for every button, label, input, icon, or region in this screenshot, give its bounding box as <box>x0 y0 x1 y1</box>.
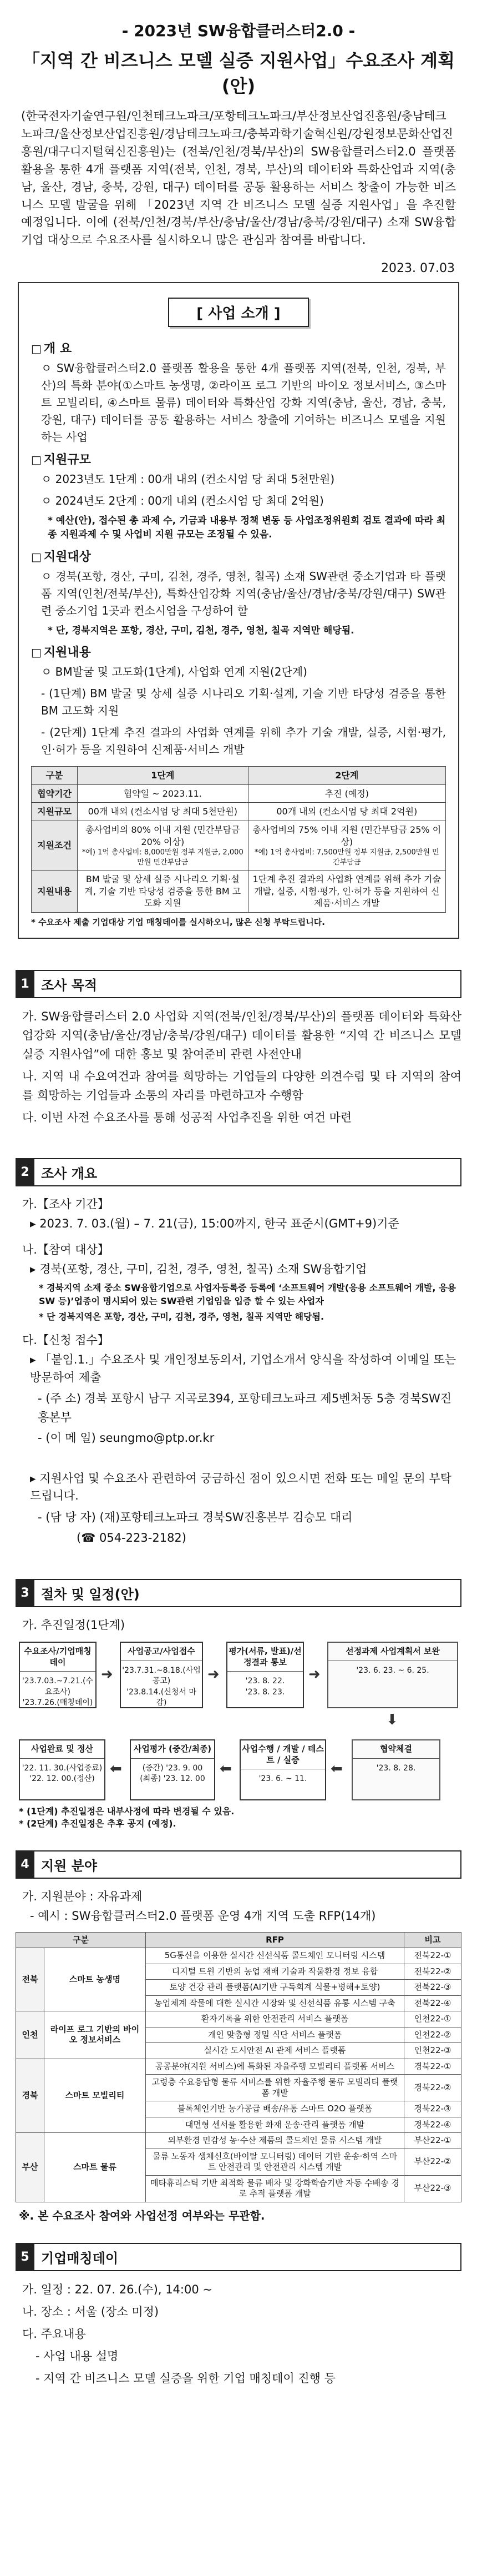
table-footnote: * 수요조사 제출 기업대상 기업 매칭데이를 실시하오니, 많은 신청 부탁드립니다. <box>31 917 325 928</box>
stage1-condition-example: *예) 1억 총사업비: 8,000만원 정부 지원금, 2,000만원 민간부담금 <box>82 848 243 867</box>
rfp-cell: 환자기록을 위한 안전관리 서비스 플랫폼 <box>146 2011 404 2027</box>
doc-title: 「지역 간 비즈니스 모델 실증 지원사업」수요조사 계획(안) <box>22 50 455 97</box>
rfp-cell: 외부환경 민감성 농·수산 제품의 콜드체인 물류 시스템 개발 <box>146 2133 404 2149</box>
section-title: 기업매칭데이 <box>34 2243 461 2271</box>
rfp-id-cell: 경북22-① <box>404 2059 461 2075</box>
flow-step-date: '23.7.03.~7.21.(수요조사) '23.7.26.(매칭데이) <box>22 1677 94 1708</box>
scale-heading <box>31 450 446 467</box>
section-2-header <box>16 1158 461 1186</box>
stage-table-header: 구분 <box>32 767 78 785</box>
flow-step-title: 평가(서류, 발표)/선정결과 통보 <box>227 1643 303 1672</box>
table-row <box>16 1948 461 1964</box>
business-intro-box <box>18 282 459 939</box>
rfp-cell: 농업체계 작물에 대한 실시간 시장와 및 신선식품 유통 시스템 구축 <box>146 1995 404 2011</box>
content-line-2: - (1단계) BM 발굴 및 상세 실증 시나리오 기획·설계, 기술 기반 타당성 검증을 통한 BM 고도화 지원 <box>41 687 446 718</box>
survey-period-text: ▸ 2023. 7. 03.(월) – 7. 21(금), 15:00까지, 한국 표준시(GMT+9)기준 <box>30 1217 399 1231</box>
flow-step <box>19 1739 105 1800</box>
table-row <box>16 2011 461 2027</box>
overview-text: ㅇ SW융합클러스터2.0 플랫폼 활용을 통한 4개 플랫폼 지역(전북, 인천, 경북, 부산)의 특화 분야(①스마트 농생명, ②라이프 로그 기반의 바이오 정보서비스, ③스마트 모빌리티, ④스마트 물류) 데이터와 특화산업 강화 지역(충남, 울산, 경남, 충북, 강원, 대구) 데이터를 공동 활용하는 서비스 창출에 기여하는 비즈니스 모델을 지원하는 사업 <box>41 361 446 444</box>
flow-step-title: 수요조사/기업매칭데이 <box>20 1643 95 1672</box>
content-line-3: - (2단계) 1단계 추진 결과의 사업화 연계를 위해 추가 기술 개발, 실증, 시험·평가, 인·허가 등을 지원하여 신제품·서비스 개발 <box>41 726 446 757</box>
flow-step-title: 사업완료 및 정산 <box>20 1740 104 1759</box>
schedule-note-2: * (2단계) 추진일정은 추후 공지 (예정). <box>19 1818 176 1829</box>
rfp-id-cell: 인천22-① <box>404 2011 461 2027</box>
section-1-header <box>16 970 461 998</box>
stage1-cell <box>78 821 248 870</box>
section-title: 조사 목적 <box>34 970 461 998</box>
content-line-1: ㅇ BM발굴 및 고도화(1단계), 사업화 연계 지원(2단계) <box>41 665 307 679</box>
stage1-condition: 총사업비의 80% 이내 지원 (민간부담금 20% 이상) <box>85 824 240 847</box>
rfp-id-cell: 전북22-② <box>404 1964 461 1980</box>
stage2-cell: 00개 내외 (컨소시엄 당 최대 2억원) <box>248 803 445 821</box>
contact-person: - (담 당 자) (재)포항테크노파크 경북SW진흥본부 김승모 대리 <box>38 1510 353 1524</box>
row-label: 협약기간 <box>32 784 78 803</box>
rfp-id-cell: 부산22-① <box>404 2133 461 2149</box>
stage1-cell: BM 발굴 및 상세 실증 시나리오 기획·설계, 기술 기반 타당성 검증을 통한 BM 고도화 지원 <box>78 871 248 913</box>
flow-step-date: '23. 6. ~ 11. <box>258 1774 307 1784</box>
content-heading-text: 지원내용 <box>43 646 91 660</box>
stage2-condition: 총사업비의 75% 이내 지원 (민간부담금 25% 이상) <box>252 824 442 847</box>
email-line[interactable]: - (이 메 일) seungmo@ptp.or.kr <box>38 1431 215 1445</box>
flow-step-title: 사업평가 (중간/최종) <box>131 1740 214 1759</box>
square-bullet-icon: □ <box>31 646 42 660</box>
target-heading-text: 지원대상 <box>43 550 91 564</box>
doc-date: 2023. 07.03 <box>381 261 455 276</box>
schedule-flowchart <box>19 1642 458 1828</box>
rfp-cell: 토양 건강 관리 플랫폼(AI기반 구독회계 식물+병해+토양) <box>146 1980 404 1996</box>
rfp-cell: 메타휴리스틱 기반 최적화 물류 배차 및 강화학습기반 자동 수배송 경로 추적 플랫폼 개발 <box>146 2175 404 2202</box>
flow-step-date: '23. 8. 28. <box>376 1763 416 1773</box>
square-bullet-icon: □ <box>31 550 42 564</box>
region-cell: 경북 <box>16 2059 44 2133</box>
rfp-id-cell: 전북22-① <box>404 1948 461 1964</box>
stage1-cell: 협약일 ~ 2023.11. <box>78 784 248 803</box>
table-row <box>32 871 446 913</box>
purpose-c: 다. 이번 사전 수요조사를 통해 성공적 사업추진을 위한 여건 마련 <box>22 1111 352 1125</box>
square-bullet-icon: □ <box>31 453 42 467</box>
rfp-cell: 개인 맞춤형 정밀 식단 서비스 플랫폼 <box>146 2027 404 2043</box>
flow-step <box>226 1642 304 1708</box>
target-text: ㅇ 경북(포항, 경산, 구미, 김천, 경주, 영천, 칠곡) 소재 SW관련 중소기업과 타 플랫폼 지역(인천/전북/부산), 특화산업강화 지역(충남/울산/경남/충북/강원/대구) SW관련 중소기업 1곳과 컨소시엄을 구성하여 할 <box>41 569 446 617</box>
table-row <box>16 2059 461 2075</box>
rfp-id-cell: 인천22-② <box>404 2027 461 2043</box>
target-note: * 단, 경북지역은 포항, 경산, 구미, 김천, 경주, 영천, 칠곡 지역만 해당됨. <box>48 625 354 636</box>
region-cell: 전북 <box>16 1948 44 2011</box>
scale-heading-text: 지원규모 <box>43 453 91 467</box>
section-5-header <box>16 2243 461 2271</box>
matching-date: 가. 일정 : 22. 07. 26.(수), 14:00 ~ <box>22 2282 212 2296</box>
purpose-b: 나. 지역 내 수요여건과 참여를 희망하는 기업들의 다양한 의견수렴 및 타 지역의 참여를 희망하는 기업들과 소통의 자리를 마련하고자 수행함 <box>22 1070 461 1103</box>
flow-step-title: 사업수행 / 개발 / 테스트 / 실증 <box>241 1740 325 1769</box>
stage2-cell: 1단계 추진 결과의 사업화 연계를 위해 추가 기술 개발, 실증, 시험·평가, 인·허가 등을 지원하여 신제품·서비스 개발 <box>248 871 445 913</box>
flow-step <box>19 1642 97 1708</box>
schedule-note-1: * (1단계) 추진일정은 내부사정에 따라 변경될 수 있음. <box>19 1806 235 1817</box>
stage2-cell: 추진 (예정) <box>248 784 445 803</box>
target-heading <box>31 547 446 565</box>
matching-content-heading: 다. 주요내용 <box>22 2327 86 2341</box>
table-row <box>32 784 446 803</box>
rfp-cell: 5G통신을 이용한 실시간 신선식품 콜드체인 모니터링 시스템 <box>146 1948 404 1964</box>
rfp-id-cell: 전북22-③ <box>404 1980 461 1996</box>
row-label: 지원내용 <box>32 871 78 913</box>
participant-note-2: * 단 경북지역은 포항, 경산, 구미, 김천, 경주, 영천, 칠곡 지역만 해당됨. <box>39 1311 324 1322</box>
section-title: 절차 및 일정(안) <box>34 1579 461 1607</box>
stage1-cell: 00개 내외 (컨소시엄 당 최대 5천만원) <box>78 803 248 821</box>
rfp-table-header: RFP <box>146 1932 404 1948</box>
arrow-left-icon: ⬅ <box>220 1760 232 1778</box>
section-title: 조사 개요 <box>34 1158 461 1186</box>
overview-heading <box>31 339 446 356</box>
flow-step <box>352 1739 440 1800</box>
section-number: 5 <box>16 2243 34 2271</box>
scale-line-1: ㅇ 2023년도 1단계 : 00개 내외 (컨소시엄 당 최대 5천만원) <box>41 472 335 486</box>
overview-heading-text: 개 요 <box>43 342 72 356</box>
region-cell: 부산 <box>16 2133 44 2202</box>
doc-subtitle: - 2023년 SW융합클러스터2.0 - <box>121 22 356 40</box>
rfp-id-cell: 전북22-④ <box>404 1995 461 2011</box>
flow-step-date: (중간) '23. 9. 00 (최종) '23. 12. 00 <box>140 1763 205 1784</box>
section-4-header <box>16 1850 461 1879</box>
stage2-cell <box>248 821 445 870</box>
address-line: - (주 소) 경북 포항시 남구 지곡로394, 포항테크노파크 제5벤처동 5층 경북SW진흥본부 <box>38 1392 452 1424</box>
rfp-cell: 고령층 수요응답형 물류 서비스를 위한 자율주행 물류 모빌리티 플랫폼 개발 <box>146 2075 404 2101</box>
section-title: 지원 분야 <box>34 1850 461 1879</box>
rfp-cell: 공공분야(지원 서비스)에 특화된 자율주행 모빌리티 플랫폼 서비스 <box>146 2059 404 2075</box>
application-text: ▸ 「붙임.1.」수요조사 및 개인정보동의서, 기업소개서 양식을 작성하여 이메일 또는 방문하여 제출 <box>30 1353 456 1384</box>
flow-step-date: '23. 8. 22. '23. 8. 23. <box>245 1677 285 1697</box>
flow-step-date: '23.7.31.~8.18.(사업공고) '23.8.14.(신청서 마감) <box>122 1666 201 1708</box>
arrow-down-icon: ⬇ <box>386 1712 398 1729</box>
rfp-id-cell: 부산22-③ <box>404 2175 461 2202</box>
flow-step <box>120 1642 203 1708</box>
flow-step-title: 선정과제 사업계획서 보완 <box>328 1643 457 1661</box>
rfp-id-cell: 인천22-③ <box>404 2043 461 2059</box>
purpose-a: 가. SW융합클러스터 2.0 사업화 지역(전북/인천/경북/부산)의 플랫폼 데이터와 특화산업강화 지역(충남/울산/경남/충북/강원/대구) 데이터를 활용한 “지역 간 비즈니스 모델 실증 지원사업”에 대한 홍보 및 참여준비 관련 사전안내 <box>22 1010 461 1061</box>
stage-table-header: 2단계 <box>248 767 445 785</box>
rfp-id-cell: 경북22-③ <box>404 2101 461 2117</box>
flow-step-title: 협약체결 <box>353 1740 439 1759</box>
arrow-left-icon: ⬅ <box>110 1760 122 1778</box>
flow-step <box>240 1739 326 1800</box>
matching-content-2: - 지역 간 비즈니스 모델 실증을 위한 기업 매칭데이 진행 등 <box>35 2371 336 2385</box>
flow-step-date: '23. 6. 23. ~ 6. 25. <box>356 1666 429 1675</box>
field-cell: 스마트 모빌리티 <box>44 2059 146 2133</box>
business-intro-title: [ 사업 소개 ] <box>168 298 309 327</box>
section-number: 1 <box>16 970 34 998</box>
region-cell: 인천 <box>16 2011 44 2059</box>
scale-line-2: ㅇ 2024년도 2단계 : 00개 내외 (컨소시엄 당 최대 2억원) <box>41 494 324 508</box>
flow-step-date: '22. 11. 30.(사업종료) '22. 12. 00.(정산) <box>22 1763 103 1784</box>
application-heading: 다.【신청 접수】 <box>22 1334 109 1347</box>
participant-note-1: * 경북지역 소재 중소 SW융합기업으로 사업자등록증 등록에 ‘소프트웨어 개발(응용 소프트웨어 개발, 응용SW 등)’업종이 명시되어 있는 SW관련 기업임을 입증 할 수 있는 사업자 <box>39 1282 456 1307</box>
stage-table <box>31 766 446 913</box>
participation-disclaimer: ※. 본 수요조사 참여와 사업선정 여부와는 무관함. <box>19 2208 265 2222</box>
rfp-cell: 대면형 센서를 활용한 화재 운송·관리 플랫폼 개발 <box>146 2117 404 2133</box>
scale-note: * 예산(안), 접수된 총 과제 수, 기금과 내용부 정책 변동 등 사업조정위원회 검토 결과에 따라 최종 지원과제 수 및 사업비 지원 규모는 조정될 수 있음. <box>48 515 446 540</box>
arrow-right-icon: ➜ <box>101 1666 113 1683</box>
section-number: 4 <box>16 1850 34 1879</box>
matching-content-1: - 사업 내용 설명 <box>35 2349 119 2363</box>
field-cell: 라이프 로그 기반의 바이오 정보서비스 <box>44 2011 146 2059</box>
field-example: - 예시 : SW융합클러스터2.0 플랫폼 운영 4개 지역 도출 RFP(14개) <box>30 1909 376 1923</box>
rfp-cell: 디지털 트윈 기반의 농업 재배 기술과 작물환경 정보 융합 <box>146 1964 404 1980</box>
content-heading <box>31 643 446 660</box>
stage2-condition-example: *예) 1억 총사업비: 7,500만원 정부 지원금, 2,500만원 민간부담금 <box>254 848 439 867</box>
rfp-cell: 실시간 도시안전 AI 관제 서비스 플랫폼 <box>146 2043 404 2059</box>
table-row <box>16 2133 461 2149</box>
survey-period-heading: 가.【조사 기간】 <box>22 1198 109 1211</box>
row-label: 지원규모 <box>32 803 78 821</box>
rfp-id-cell: 경북22-④ <box>404 2117 461 2133</box>
arrow-right-icon: ➜ <box>207 1666 220 1683</box>
table-row <box>32 803 446 821</box>
participant-heading: 나.【참여 대상】 <box>22 1242 109 1256</box>
rfp-id-cell: 경북22-② <box>404 2075 461 2101</box>
participant-text: ▸ 경북(포항, 경산, 구미, 김천, 경주, 영천, 칠곡) 소재 SW융합기업 <box>30 1262 367 1276</box>
section-3-header <box>16 1579 461 1607</box>
matching-place: 나. 장소 : 서울 (장소 미정) <box>22 2305 159 2318</box>
square-bullet-icon: □ <box>31 342 42 356</box>
arrow-left-icon: ⬅ <box>331 1760 343 1778</box>
rfp-cell: 블록체인기반 농가공급 배송/유통 스마트 O2O 플랫폼 <box>146 2101 404 2117</box>
rfp-table-header: 구분 <box>16 1932 146 1948</box>
rfp-id-cell: 부산22-② <box>404 2149 461 2175</box>
schedule-subheading: 가. 추진일정(1단계) <box>22 1618 125 1632</box>
arrow-right-icon: ➜ <box>308 1666 321 1683</box>
flow-step <box>327 1642 458 1708</box>
field-cell: 스마트 물류 <box>44 2133 146 2202</box>
row-label: 지원조건 <box>32 821 78 870</box>
inquiry-text: ▸ 지원사업 및 수요조사 관련하여 궁금하신 점이 있으시면 전화 또는 메일 문의 부탁드립니다. <box>30 1471 452 1503</box>
flow-step <box>130 1739 215 1800</box>
section-number: 2 <box>16 1158 34 1186</box>
table-row <box>32 821 446 870</box>
contact-phone: (☎ 054-223-2182) <box>77 1531 186 1545</box>
rfp-table <box>16 1932 461 2202</box>
field-cell: 스마트 농생명 <box>44 1948 146 2011</box>
stage-table-header: 1단계 <box>78 767 248 785</box>
section-number: 3 <box>16 1579 34 1607</box>
field-subheading: 가. 지원분야 : 자유과제 <box>22 1890 143 1904</box>
flow-step-title: 사업공고/사업접수 <box>121 1643 202 1661</box>
intro-paragraph: (한국전자기술연구원/인천테크노파크/포항테크노파크/부산정보산업진흥원/충남테크노파크/울산정보산업진흥원/경남테크노파크/충북과학기술혁신원/강원정보문화산업진흥원/대구디지털혁신진흥원)는 (전북/인천/경북/부산)의 SW융합클러스터2.0 플랫폼 활용을 통한 4개 플랫폼 지역(전북, 인천, 경북, 부산)의 데이터와 특화산업과 지역(충남, 울산, 경남, 충북, 강원, 대구) 데이터를 공동 활용하는 서비스 창출이 가능한 비즈니스 모델 발굴을 위해 「2023년 지역 간 비즈니스 모델 실증 지원사업」을 추진할 예정입니다. 이에 (전북/인천/경북/부산/충남/울산/경남/충북/강원/대구) 소재 SW융합기업 대상으로 수요조사를 실시하오니 많은 관심과 참여를 바랍니다. <box>21 109 456 247</box>
rfp-table-header: 비고 <box>404 1932 461 1948</box>
rfp-cell: 물류 노동자 생체신호(바이탈 모니터링) 데이터 기반 운송·하역 스마트 안전관리 및 안전관리 시스템 개발 <box>146 2149 404 2175</box>
